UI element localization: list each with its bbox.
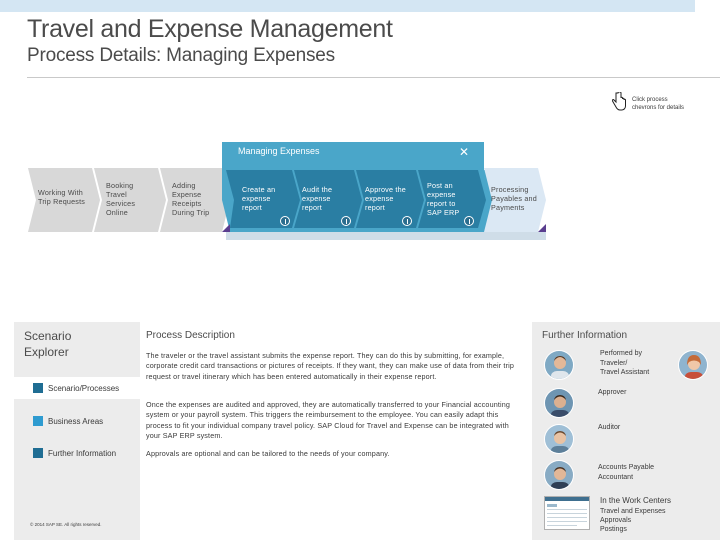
click-hint-line2: chevrons for details (632, 105, 685, 111)
header-divider (27, 77, 720, 78)
top-bar (0, 0, 720, 12)
step-label-approve-report: Approve the expense report (365, 185, 406, 212)
avatar-auditor (544, 424, 574, 454)
flow-shadow-band (226, 232, 546, 240)
approver-label: Approver (598, 389, 627, 396)
nav-scenario-processes[interactable] (33, 383, 119, 393)
step-label-booking: Booking Travel Services Online (106, 181, 136, 217)
description-paragraph-3: Approvals are optional and can be tailored to the needs of your company. (146, 449, 390, 458)
work-center-screenshot-thumbnail (544, 496, 590, 530)
work-center-approvals[interactable]: Approvals (600, 517, 632, 524)
nav-label-further-information: Further Information (48, 448, 117, 458)
info-icon-approve[interactable] (402, 216, 412, 226)
nav-marker-icon (33, 416, 43, 426)
performed-by-label (600, 349, 649, 378)
work-center-travel-expenses[interactable]: Travel and Expenses (600, 508, 666, 515)
info-icon-create[interactable] (280, 216, 290, 226)
hand-pointer-icon (612, 92, 626, 112)
step-label-create-report: Create an expense report (242, 185, 276, 212)
performed-by-line1: Performed by (600, 350, 643, 357)
avatar-accountant (544, 460, 574, 490)
work-centers-title: In the Work Centers (600, 496, 671, 505)
nav-business-areas[interactable] (33, 416, 103, 426)
nav-label-business-areas: Business Areas (48, 416, 104, 426)
work-center-postings[interactable]: Postings (600, 526, 627, 533)
nav-marker-icon (33, 383, 43, 393)
info-icon-post[interactable] (464, 216, 474, 226)
avatar-approver (544, 388, 574, 418)
description-paragraph-1: The traveler or the travel assistant submits the expense report. They can do this by submitting, for example, corporate credit card transactions or pictures of receipts. If they want, they can make use of data from their trip request or travel itinerary which has been entered automatically in their expense report. (146, 351, 515, 381)
nav-further-information[interactable] (33, 448, 116, 458)
nav-marker-icon (33, 448, 43, 458)
accountant-label (598, 463, 654, 482)
step-label-payables: Processing Payables and Payments (491, 185, 537, 212)
screenshot-thumbnail-icon (545, 497, 589, 529)
step-label-post-report: Post an expense report to SAP ERP (427, 181, 460, 217)
click-hint-text (632, 96, 684, 112)
page-subtitle: Process Details: Managing Expenses (27, 45, 335, 66)
nav-label-scenario-processes: Scenario/Processes (48, 383, 120, 393)
copyright: © 2014 SAP SE. All rights reserved. (30, 522, 102, 527)
auditor-label: Auditor (598, 424, 621, 431)
explorer-title-line1: Scenario (24, 329, 72, 343)
scenario-explorer-title (24, 328, 71, 360)
click-hint-line1: Click process (632, 97, 668, 103)
step-label-trip-requests: Working With Trip Requests (38, 188, 86, 206)
top-accent-bar (0, 0, 695, 12)
step-label-audit-report: Audit the expense report (302, 185, 333, 212)
avatar-traveler (544, 350, 574, 380)
description-paragraph-2: Once the expenses are audited and approved, they are automatically transferred to your Financial accounting system or your payroll system. This triggers the reimbursement to the employee. You can easily adapt this process to fit your individual company travel policy. SAP Cloud for Travel and Expense can be integrated with your SAP ERP system. (146, 400, 511, 441)
avatar-travel-assistant (678, 350, 708, 380)
close-icon[interactable]: ✕ (459, 145, 470, 159)
further-information-title: Further Information (542, 330, 628, 341)
page-title: Travel and Expense Management (27, 15, 393, 43)
accountant-line2: Accountant (598, 473, 634, 481)
flow-group-title: Managing Expenses (238, 146, 320, 156)
step-label-receipts: Adding Expense Receipts During Trip (172, 181, 210, 217)
performed-by-line3: Travel Assistant (600, 369, 650, 376)
info-icon-audit[interactable] (341, 216, 351, 226)
process-description-title: Process Description (146, 330, 235, 341)
process-flow (0, 140, 720, 240)
performed-by-line2: Traveler/ (600, 359, 628, 367)
explorer-title-line2: Explorer (24, 345, 69, 359)
accountant-line1: Accounts Payable (598, 464, 655, 471)
